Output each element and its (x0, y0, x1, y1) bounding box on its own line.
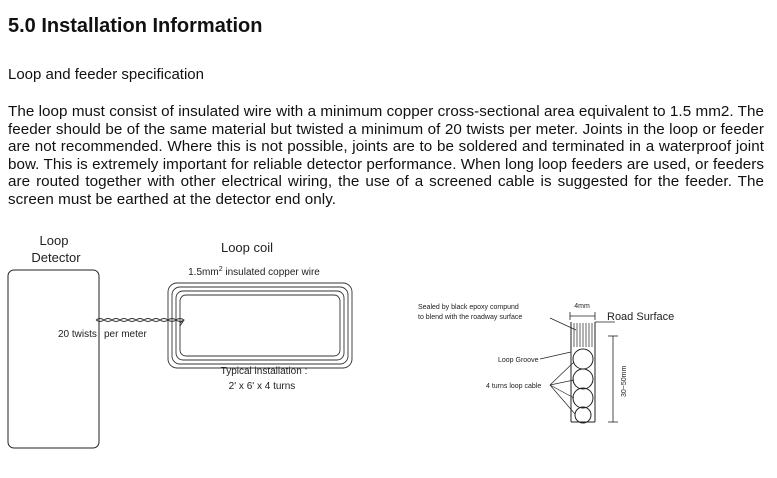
width-label: 4mm (574, 303, 590, 310)
depth-label: 30~50mm (621, 365, 628, 397)
twists-label-b: per meter (104, 329, 147, 340)
road-surface-label: Road Surface (607, 311, 675, 323)
cable-label: 4 turns loop cable (486, 383, 542, 390)
detector-box (8, 270, 99, 448)
loop-coil (168, 283, 352, 368)
sealed-label-line1: Sealed by black epoxy compund (418, 304, 519, 311)
groove-label: Loop Groove (498, 357, 539, 364)
depth-dimension (608, 336, 618, 422)
epoxy-seal (574, 323, 592, 347)
detector-label-line1: Loop (39, 233, 69, 248)
wire-label: $1.5mm^2$ insulated copper wire (188, 266, 320, 278)
groove-leader-line (540, 352, 571, 359)
sealed-leader-line (550, 318, 576, 330)
sealed-label-line2: to blend with the roadway surface (418, 314, 523, 321)
width-dimension (570, 312, 595, 320)
coil-label: Loop coil (220, 240, 274, 255)
detector-label-line2: Detector (31, 250, 81, 265)
section-heading: 5.0 Installation Information (8, 15, 263, 37)
loop-coil-diagram (0, 228, 370, 458)
installation-line1: Typical installation : (220, 366, 308, 377)
specification-paragraph: The loop must consist of insulated wire with a minimum copper cross-sectional area equivalent to 1.5 mm2. The feeder should be of the same material but twisted a minimum of 20 twists per meter. Joints in the loop or feeder are not recommended. Where this is not possible, joints are to be soldered and terminated in a waterproof joint bow. This is extremely important for reliable detector performance. When long loop feeders are used, or feeders are routed together with other electrical wiring, the use of a screened cable is suggested for the feeder. The screen must be earthed at the detector end only. (8, 103, 764, 208)
groove-cross-section-diagram (410, 292, 710, 442)
installation-line2: 2' x 6' x 4 turns (228, 381, 296, 392)
twisted-feeder (96, 319, 184, 327)
loop-cables (573, 349, 593, 423)
twists-label-a: 20 twists (58, 329, 97, 340)
subsection-heading: Loop and feeder specification (8, 66, 204, 83)
